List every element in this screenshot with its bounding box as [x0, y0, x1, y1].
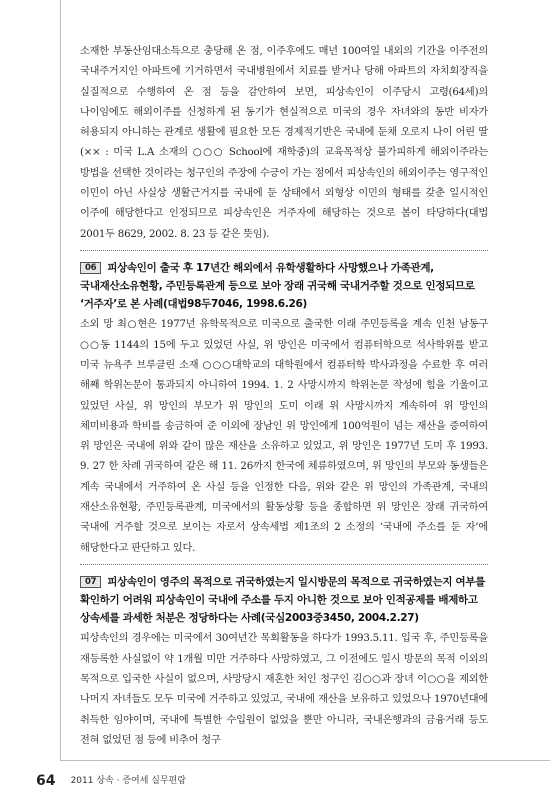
- left-margin-rule: [60, 0, 61, 760]
- case-title: 피상속인이 영주의 목적으로 귀국하였는지 일시방문의 목적으로 귀국하였는지 여부를 확인하기 어려워 피상속인이 국내에 주소를 두지 아니한 것으로 보아 인적공제를 배제하고 상속세를 과세한 처분은 정당하다는 사례(국심2003중3450, 2004.2.27): [80, 575, 486, 624]
- section-divider: [80, 250, 488, 251]
- case-number-badge: 06: [80, 262, 101, 274]
- section-divider: [80, 564, 488, 565]
- case-heading: [80, 260, 488, 313]
- page-body: [80, 42, 488, 751]
- case-heading: [80, 574, 488, 627]
- page-number: 64: [36, 773, 56, 789]
- body-paragraph: 피상속인의 경우에는 미국에서 30여년간 목회활동을 하다가 1993.5.11. 입국 후, 주민등록을 재등록한 사실없이 약 1개월 미만 거주하다 사망하였고, 그 이전에도 일시 방문의 목적 이외의 목적으로 입국한 사실이 없으며, 사망당시 재혼한 처인 청구인 김○○과 장녀 이○○을 제외한 나머지 자녀들도 모두 미국에 거주하고 있었고, 국내에 재산을 보유하고 있었으나 1970년대에 취득한 임야이며, 국내에 특별한 수입원이 없었을 뿐만 아니라, 국내은행과의 금융거래 등도 전혀 없었던 점 등에 비추어 청구: [80, 633, 488, 746]
- bottom-margin-rule: [60, 760, 550, 761]
- body-paragraph: 소외 망 최○현은 1977년 유학목적으로 미국으로 출국한 이래 주민등록을 계속 인천 남동구 ○○동 1144의 15에 두고 있었던 사실, 위 망인은 미국에서 컴퓨터학으로 석사학위를 받고 미국 뉴욕주 브루클린 소재 ○○○대학교의 대학원에서 컴퓨터학 박사과정을 수료한 후 여러 해째 학위논문이 통과되지 아니하여 1994. 1. 2 사망시까지 학위논문 작성에 힘을 기울이고 있었던 사실, 위 망인의 부모가 위 망인의 도미 이래 위 사망시까지 계속하여 위 망인의 체미비용과 학비를 송금하여 준 이외에 장남인 위 망인에게 100억원이 넘는 재산을 증여하여 위 망인은 국내에 위와 같이 많은 재산을 소유하고 있었고, 위 망인은 1977년 도미 후 1993. 9. 27 한 차례 귀국하여 같은 해 11. 26까지 한국에 체류하였으며, 위 망인의 부모와 동생들은 계속 국내에서 거주하여 온 사실 등을 인정한 다음, 위와 같은 위 망인의 가족관계, 국내의 재산소유현황, 주민등록관계, 미국에서의 활동상황 등을 종합하면 위 망인은 장래 귀국하여 국내에 거주할 것으로 보이는 자로서 상속세법 제1조의 2 소정의 ‘국내에 주소를 둔 자’에 해당한다고 판단하고 있다.: [80, 319, 488, 554]
- case-number-badge: 07: [80, 576, 101, 588]
- case-title: 피상속인이 출국 후 17년간 해외에서 유학생활하다 사망했으나 가족관계, 국내재산소유현황, 주민등록관계 등으로 보아 장래 귀국해 국내거주할 것으로 인정되므로 ‘거주자’로 본 사례(대법98두7046, 1998.6.26): [80, 261, 475, 310]
- body-paragraph: 소재한 부동산임대소득으로 충당해 온 점, 이주후에도 매년 100여일 내외의 기간을 이주전의 국내주거지인 아파트에 기거하면서 국내병원에서 치료를 받거나 당해 아파트의 자치회장직을 실질적으로 수행하여 온 점 등을 감안하여 보면, 피상속인이 이주당시 고령(64세)의 나이임에도 해외이주를 신청하게 된 동기가 현실적으로 미국의 경우 자녀와의 동반 비자가 허용되지 아니하는 관계로 생활에 필요한 모든 경제적기반은 국내에 둔채 오로지 나이 어린 딸(×× : 미국 L.A 소재의 ○○○ School에 재학중)의 교육목적상 불가피하게 해외이주라는 방법을 선택한 것이라는 청구인의 주장에 수긍이 가는 점에서 피상속인의 해외이주는 영구적인 이민이 아닌 사실상 생활근거지를 국내에 둔 상태에서 외형상 이민의 형태를 갖춘 일시적인 이주에 해당한다고 인정되므로 피상속인은 거주자에 해당하는 것으로 봄이 타당하다(대법 2001두 8629, 2002. 8. 23 등 같은 뜻임).: [80, 46, 488, 240]
- book-title: 2011 상속 · 증여세 실무편람: [70, 776, 187, 786]
- page-footer: [36, 770, 186, 789]
